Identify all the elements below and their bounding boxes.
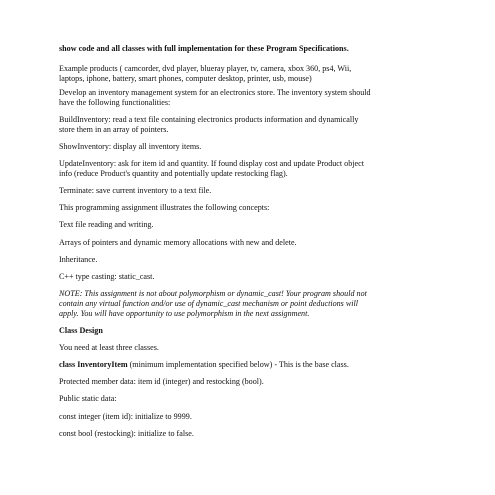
concepts-intro: This programming assignment illustrates the following concepts: [59,203,270,212]
develop-line-2: have the following functionalities: [59,98,171,107]
const-bool-line: const bool (restocking): initialize to false. [59,429,194,438]
update-inventory-line-1: UpdateInventory: ask for item id and quantity. If found display cost and update Product object [59,159,364,168]
terminate-line: Terminate: save current inventory to a text file. [59,186,212,195]
build-inventory-line-2: store them in an array of pointers. [59,125,169,134]
public-static-line: Public static data: [59,394,117,403]
example-line-1: Example products ( camcorder, dvd player, blueray player, tv, camera, xbox 360, ps4, Wii, [59,64,352,73]
build-inventory-line-1: BuildInventory: read a text file containing electronics products information and dynamically [59,115,359,124]
const-integer-line: const integer (item id): initialize to 9999. [59,412,192,421]
protected-member-line: Protected member data: item id (integer) and restocking (bool). [59,377,264,386]
note-line-2: contain any virtual function and/or use of dynamic_cast mechanism or point deductions will [59,299,358,308]
class-design-heading: Class Design [59,326,103,335]
inventory-item-class-desc: (minimum implementation specified below) - This is the base class. [127,360,349,369]
concept-type-casting: C++ type casting: static_cast. [59,272,155,281]
document-heading: show code and all classes with full implementation for these Program Specifications. [59,44,349,53]
inventory-item-line [59,360,439,370]
note-line-3: apply. You will have opportunity to use polymorphism in the next assignment. [59,309,310,318]
concept-text-file: Text file reading and writing. [59,220,154,229]
update-inventory-line-2: info (reduce Product's quantity and potentially update restocking flag). [59,169,288,178]
concept-inheritance: Inheritance. [59,255,98,264]
show-inventory: ShowInventory: display all inventory items. [59,142,202,151]
develop-line-1: Develop an inventory management system for an electronics store. The inventory system should [59,88,371,97]
concept-arrays-of-pointers: Arrays of pointers and dynamic memory allocations with new and delete. [59,238,297,247]
example-line-2: laptops, iphone, battery, smart phones, computer desktop, printer, usb, mouse) [59,74,312,83]
note-line-1: NOTE: This assignment is not about polymorphism or dynamic_cast! Your program should not [59,289,367,298]
three-classes-line: You need at least three classes. [59,343,159,352]
inventory-item-class-label: class InventoryItem [59,360,128,369]
